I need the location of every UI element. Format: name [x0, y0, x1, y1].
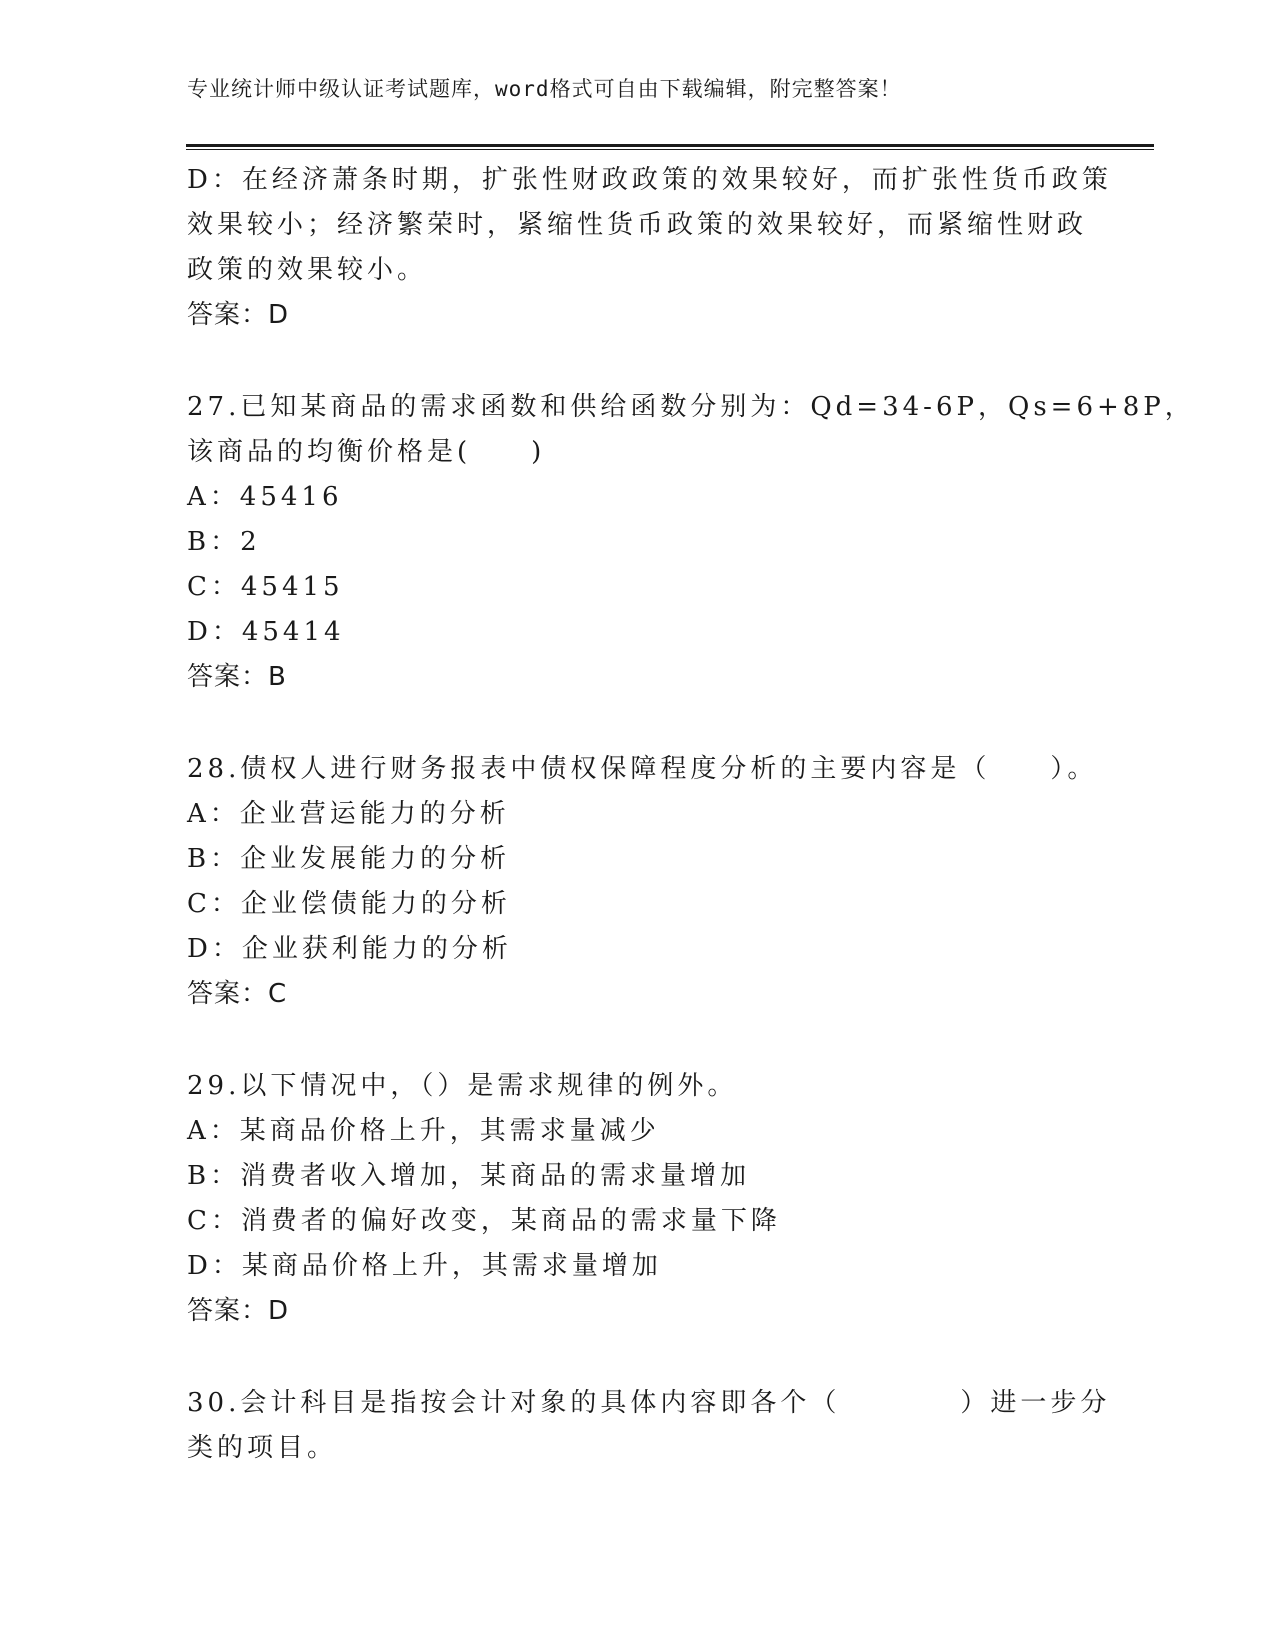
- option-b: B：企业发展能力的分析: [187, 844, 511, 874]
- option-b: B：2: [187, 527, 261, 557]
- page-header: 专业统计师中级认证考试题库，word格式可自由下载编辑，附完整答案！: [187, 77, 902, 101]
- option-c: C：45415: [187, 572, 344, 602]
- answer-line: 答案：B: [187, 662, 287, 692]
- option-c: C：消费者的偏好改变，某商品的需求量下降: [187, 1206, 781, 1236]
- answer-line: 答案：C: [187, 979, 288, 1009]
- question-line: 政策的效果较小。: [187, 255, 428, 285]
- question-stem: 28.债权人进行财务报表中债权保障程度分析的主要内容是（ ）。: [187, 754, 1098, 784]
- answer-line: 答案：D: [187, 1296, 290, 1326]
- question-list: [187, 158, 1195, 1471]
- question-line: D：在经济萧条时期，扩张性财政政策的效果较好，而扩张性货币政策: [187, 165, 1112, 195]
- option-d: D：45414: [187, 617, 345, 647]
- header-divider-thin: [186, 149, 1154, 150]
- question-block: [187, 1381, 1111, 1471]
- question-stem: 30.会计科目是指按会计对象的具体内容即各个（ ）进一步分: [187, 1388, 1111, 1418]
- question-block: [187, 385, 1195, 700]
- option-a: A：某商品价格上升，其需求量减少: [187, 1116, 660, 1146]
- question-block: [187, 747, 1098, 1017]
- question-line: 效果较小；经济繁荣时，紧缩性货币政策的效果较好，而紧缩性财政: [187, 210, 1088, 240]
- question-stem: 29.以下情况中，（）是需求规律的例外。: [187, 1071, 738, 1101]
- option-d: D：某商品价格上升，其需求量增加: [187, 1251, 662, 1281]
- option-a: A：企业营运能力的分析: [187, 799, 510, 829]
- question-block: [187, 1064, 1087, 1334]
- question-stem: 27.已知某商品的需求函数和供给函数分别为：Qd=34-6P，Qs=6+8P，: [187, 392, 1195, 422]
- question-block: [187, 158, 1112, 338]
- header-divider-thick: [186, 144, 1154, 147]
- option-a: A：45416: [187, 482, 343, 512]
- answer-line: 答案：D: [187, 300, 290, 330]
- option-b: B：消费者收入增加，某商品的需求量增加: [187, 1161, 751, 1191]
- question-stem: 类的项目。: [187, 1433, 338, 1463]
- option-c: C：企业偿债能力的分析: [187, 889, 511, 919]
- question-stem: 该商品的均衡价格是( ): [187, 437, 546, 467]
- option-d: D：企业获利能力的分析: [187, 934, 512, 964]
